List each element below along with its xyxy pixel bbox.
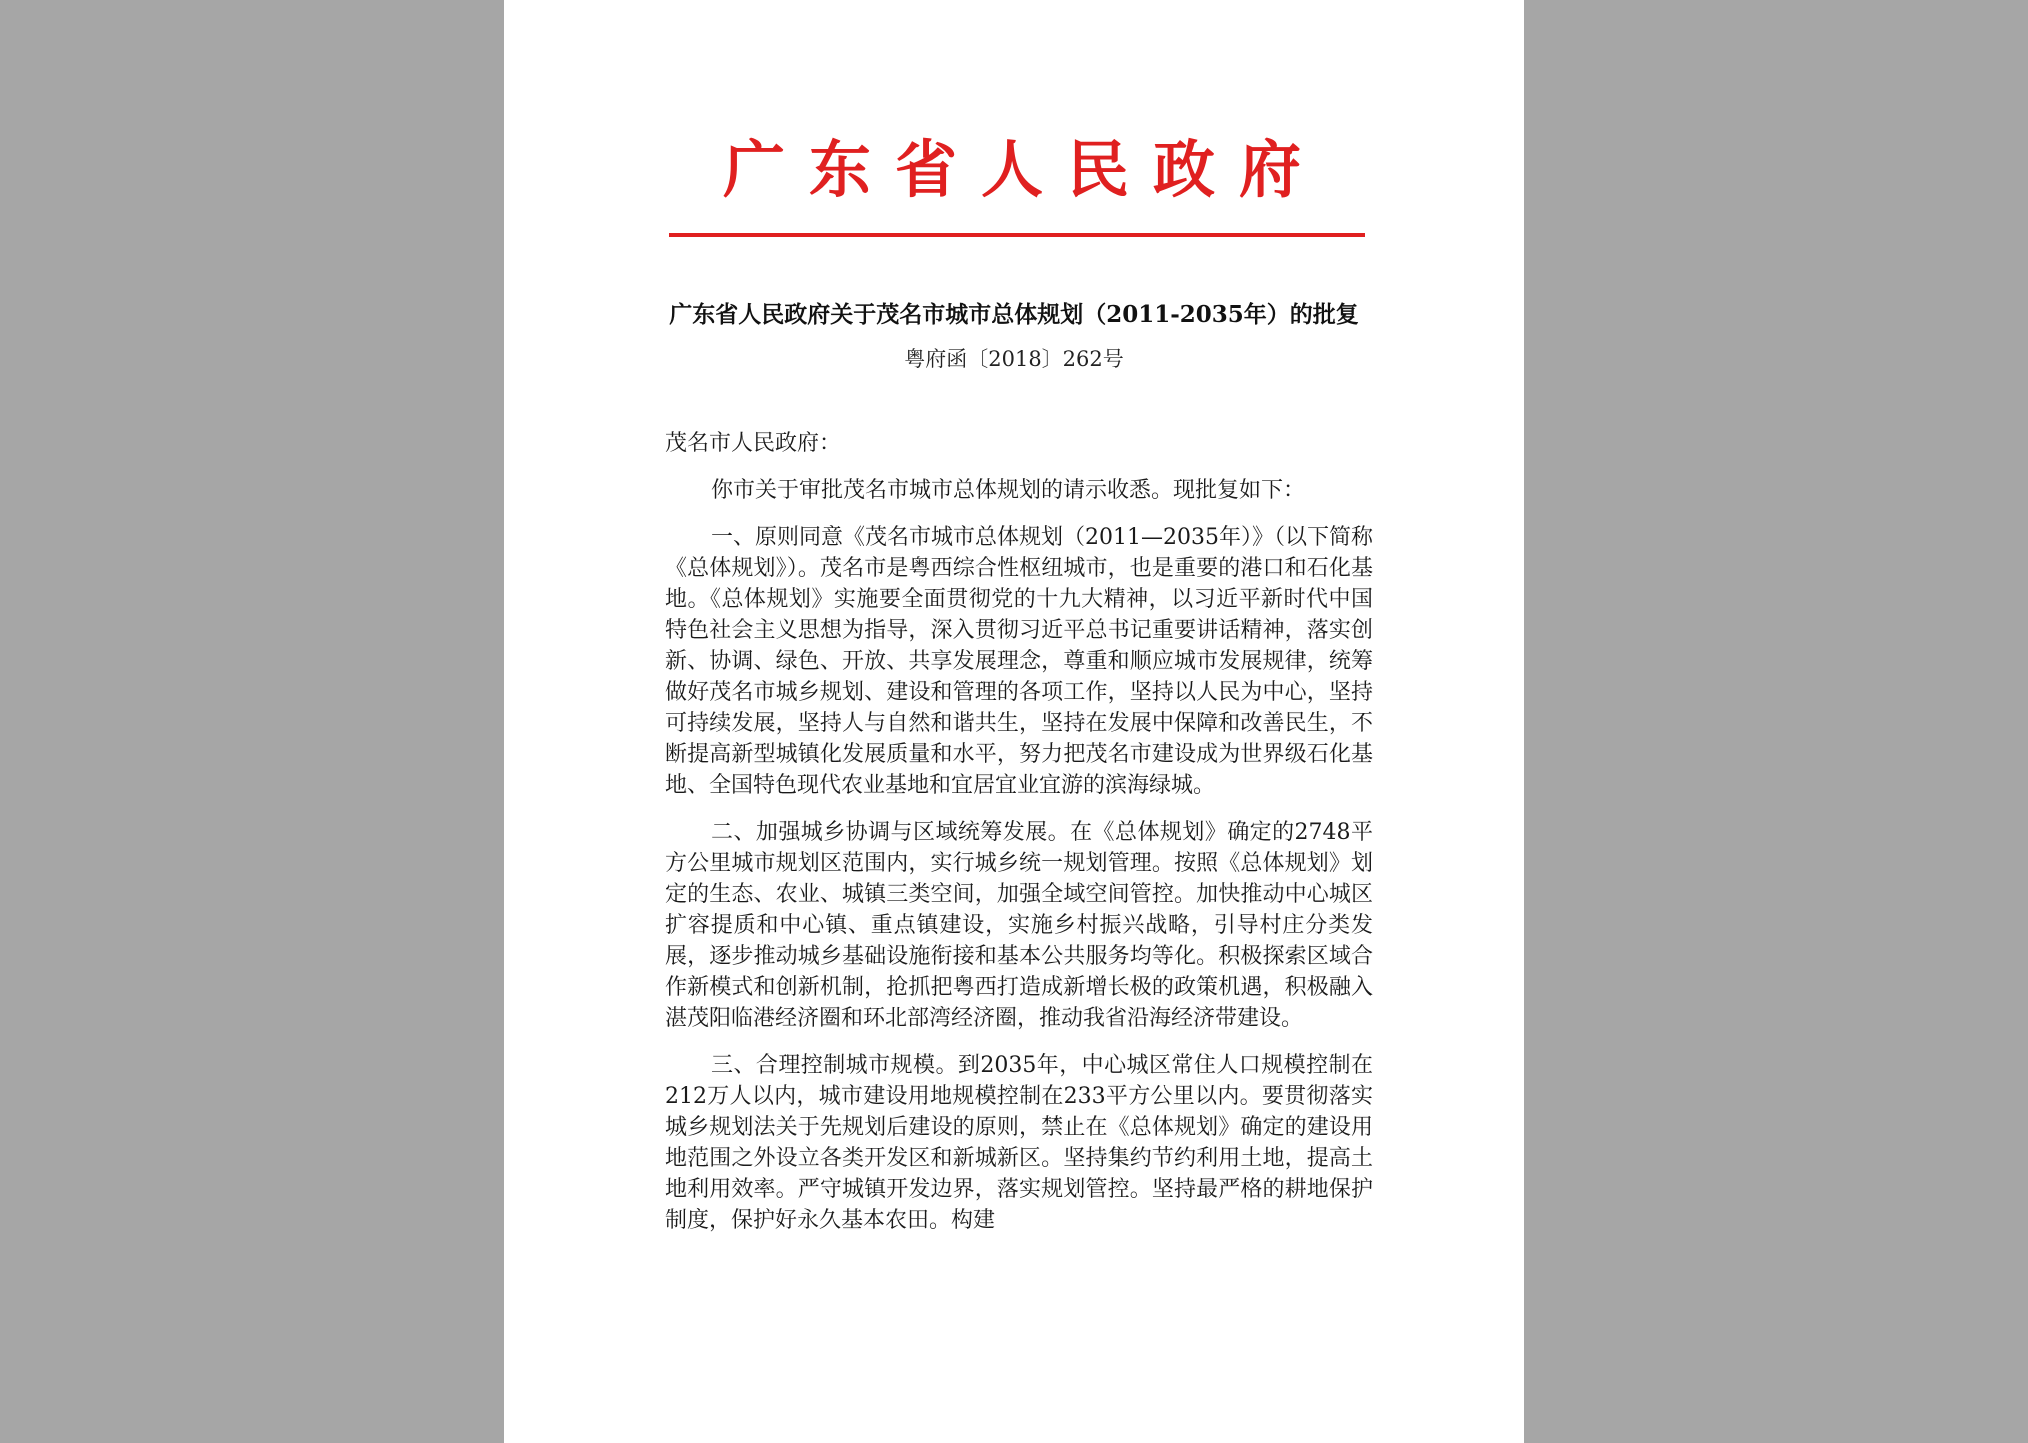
document-number: 粤府函〔2018〕262号 [904, 347, 1124, 371]
salutation: 茂名市人民政府： [665, 431, 842, 456]
letterhead-red-rule [669, 233, 1365, 237]
letterhead-masthead: 广东省人民政府 [722, 133, 1325, 206]
document-page [504, 0, 1524, 1443]
paragraph-section-2: 二、加强城乡协调与区域统筹发展。在《总体规划》确定的2748平方公里城市规划区范围内，实行城乡统一规划管理。按照《总体规划》划定的生态、农业、城镇三类空间，加强全域空间管控。加快推动中心城区扩容提质和中心镇、重点镇建设，实施乡村振兴战略，引导村庄分类发展，逐步推动城乡基础设施衔接和基本公共服务均等化。积极探索区域合作新模式和创新机制，抢抓把粤西打造成新增长极的政策机遇，积极融入湛茂阳临港经济圈和环北部湾经济圈，推动我省沿海经济带建设。 [665, 820, 1373, 1031]
paragraph-section-1: 一、原则同意《茂名市城市总体规划（2011—2035年）》（以下简称《总体规划》）。茂名市是粤西综合性枢纽城市，也是重要的港口和石化基地。《总体规划》实施要全面贯彻党的十九大精神，以习近平新时代中国特色社会主义思想为指导，深入贯彻习近平总书记重要讲话精神，落实创新、协调、绿色、开放、共享发展理念，尊重和顺应城市发展规律，统筹做好茂名市城乡规划、建设和管理的各项工作，坚持以人民为中心，坚持可持续发展，坚持人与自然和谐共生，坚持在发展中保障和改善民生，不断提高新型城镇化发展质量和水平，努力把茂名市建设成为世界级石化基地、全国特色现代农业基地和宜居宜业宜游的滨海绿城。 [665, 525, 1373, 798]
document-title: 广东省人民政府关于茂名市城市总体规划（2011-2035年）的批复 [669, 301, 1359, 328]
paragraph-intro: 你市关于审批茂名市城市总体规划的请示收悉。现批复如下： [711, 478, 1306, 503]
paragraph-section-3: 三、合理控制城市规模。到2035年，中心城区常住人口规模控制在212万人以内，城市建设用地规模控制在233平方公里以内。要贯彻落实城乡规划法关于先规划后建设的原则，禁止在《总体规划》确定的建设用地范围之外设立各类开发区和新城新区。坚持集约节约利用土地，提高土地利用效率。严守城镇开发边界，落实规划管控。坚持最严格的耕地保护制度，保护好永久基本农田。构建 [665, 1053, 1373, 1233]
document-body [665, 428, 1373, 1252]
